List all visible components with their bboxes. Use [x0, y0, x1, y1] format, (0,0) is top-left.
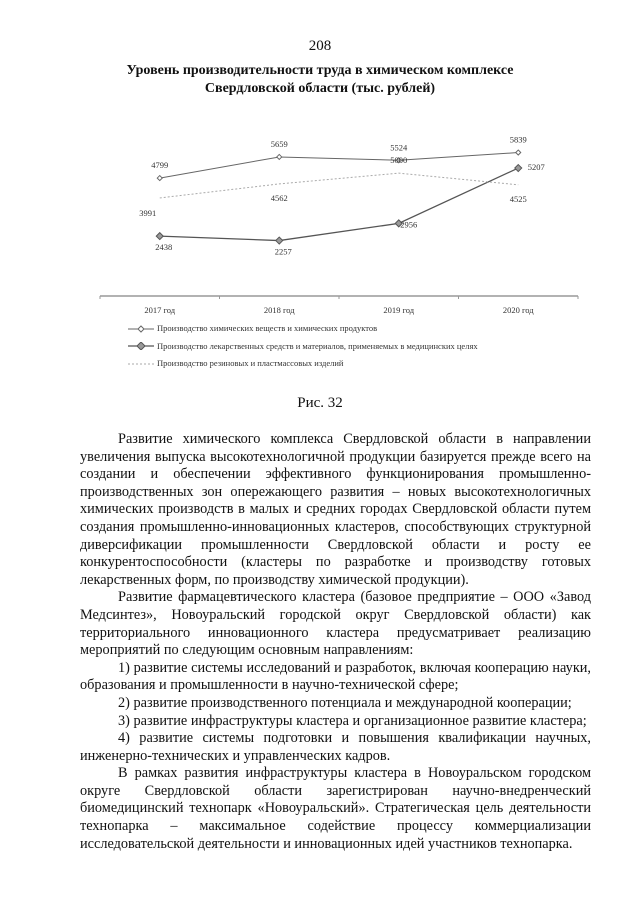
data-point-marker: [157, 176, 162, 181]
data-label: 5839: [509, 134, 527, 145]
legend-label: Производство химических веществ и химических продуктов: [157, 323, 378, 333]
data-label: 2257: [274, 246, 292, 257]
x-tick-label: 2019 год: [383, 305, 415, 315]
data-label: 5000: [390, 155, 408, 166]
data-label: 4799: [151, 160, 169, 171]
paragraph: 1) развитие системы исследований и разработок, включая кооперацию науки, образования и промышленности в научно-технической сфере;: [80, 659, 591, 694]
data-point-marker: [276, 237, 283, 244]
series-line: [160, 153, 519, 179]
data-point-marker: [515, 165, 522, 172]
chart-title-line2: Свердловской области (тыс. рублей): [204, 81, 436, 96]
legend-label: Производство лекарственных средств и материалов, применяемых в медицинских целях: [157, 340, 478, 351]
data-label: 2956: [400, 219, 418, 230]
legend-item: [128, 320, 478, 338]
data-point-marker: [516, 150, 521, 155]
paragraph: 3) развитие инфраструктуры кластера и организационное развитие кластера;: [118, 712, 587, 729]
data-label: 3991: [139, 207, 157, 218]
x-tick-label: 2020 год: [502, 305, 534, 315]
chart-title: [80, 62, 560, 98]
series-line: [160, 173, 519, 198]
data-label: 4525: [509, 193, 527, 204]
figure-caption: Рис. 32: [297, 395, 343, 411]
paragraph: Развитие химического комплекса Свердловской области в направлении увеличения выпуска высокотехнологичной продукции базируется прежде всего на создании и обеспечении эффективного функционирования промышленно-производственных зон опережающего развития – новых высокотехнологичных химических производств в малых и средних городах Свердловской области путем создания промышленно-инновационных кластеров, способствующих структурной диверсификации промышленности Свердловской области и росту ее конкурентоспособности (кластеры по разработке и производству готовых лекарственных форм, по производству химической продукции).: [80, 431, 591, 588]
legend-item: [128, 355, 478, 373]
legend-line-icon: [128, 342, 154, 350]
line-chart: [0, 110, 640, 320]
paragraph: В рамках развития инфраструктуры кластера в Новоуральском городском округе Свердловской области зарегистрирован научно-внедренческий биомедицинский технопарк «Новоуральский». Стратегическая цель деятельности технопарка – максимальное содействие процессу коммерциализации исследовательской деятельности и инновационных идей участников технопарка.: [80, 765, 591, 852]
paragraph: Развитие фармацевтического кластера (базовое предприятие – ООО «Завод Медсинтез», Новоуральский городской округ Свердловской области) как территориального инновационного кластера предусматривает реализацию мероприятий по следующим основным направлениям:: [80, 589, 591, 659]
data-label: 4562: [270, 192, 288, 203]
legend-label: Производство резиновых и пластмассовых изделий: [157, 358, 344, 368]
legend-item: [128, 338, 478, 356]
paragraph: 4) развитие системы подготовки и повышения квалификации научных, инженерно-технических и управленческих кадров.: [80, 730, 591, 764]
x-tick-label: 2017 год: [144, 305, 176, 315]
x-tick-label: 2018 год: [263, 305, 295, 315]
body-text: [80, 431, 591, 853]
legend-line-icon: [128, 325, 154, 333]
data-point-marker: [277, 154, 282, 159]
data-label: 2438: [155, 242, 173, 253]
chart-title-line1: Уровень производительности труда в химическом комплексе: [126, 63, 514, 78]
data-label: 5659: [270, 138, 288, 149]
chart-legend: [128, 320, 478, 373]
data-point-marker: [156, 233, 163, 240]
page-number: 208: [308, 38, 332, 54]
data-label: 5524: [390, 142, 408, 153]
data-label: 5207: [527, 162, 545, 173]
paragraph: 2) развитие производственного потенциала и международной кооперации;: [118, 694, 572, 711]
legend-line-icon: [128, 360, 154, 368]
